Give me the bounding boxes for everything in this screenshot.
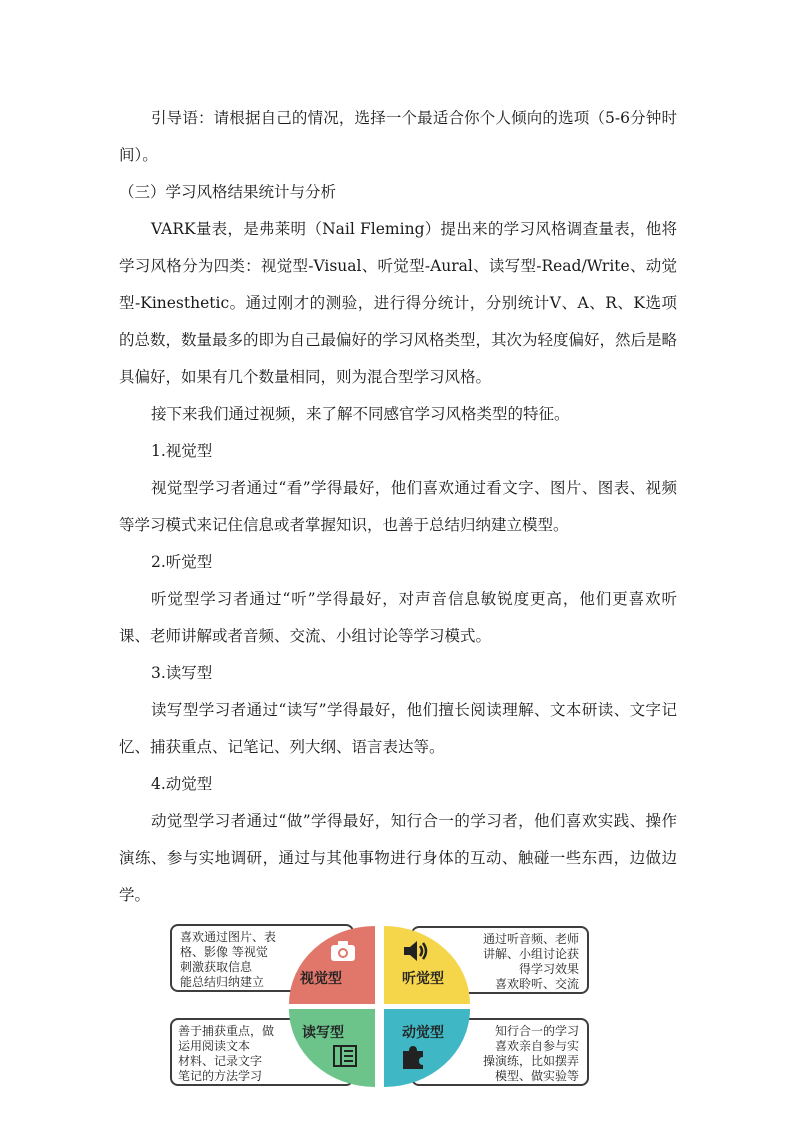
aural-label: 听觉型: [402, 971, 444, 987]
camera-icon: [330, 940, 356, 962]
kinesthetic-line: 知行合一的学习: [494, 1024, 579, 1038]
kinesthetic-line: 操演练，比如摆弄: [483, 1054, 580, 1068]
visual-line: 刺激获取信息: [180, 960, 253, 974]
readwrite-line: 善于捕获重点，做: [178, 1024, 275, 1038]
aural-line: 讲解、小组讨论获: [482, 947, 579, 961]
kinesthetic-paragraph: 动觉型学习者通过“做”学得最好，知行合一的学习者，他们喜欢实践、操作演练、参与实地调研，通过与其他事物进行身体的互动、触碰一些东西，边做边学。: [119, 812, 677, 904]
aural-line: 通过听音频、老师: [482, 932, 579, 946]
readwrite-line: 材料、记录文字: [178, 1054, 263, 1068]
readwrite-line: 运用阅读文本: [178, 1039, 251, 1053]
readwrite-line: 笔记的方法学习: [178, 1069, 263, 1083]
visual-quadrant: [289, 926, 375, 1004]
aural-line: 得学习效果: [518, 962, 579, 976]
aural-line: 喜欢聆听、交流: [494, 977, 579, 991]
kinesthetic-line: 喜欢亲自参与实: [494, 1039, 579, 1053]
readwrite-paragraph: 读写型学习者通过“读写”学得最好，他们擅长阅读理解、文本研读、文字记忆、捕获重点、记笔记、列大纲、语言表达等。: [119, 701, 677, 756]
readwrite-label: 读写型: [302, 1025, 344, 1041]
visual-label: 视觉型: [300, 971, 342, 987]
visual-line: 格、影像 等视觉: [180, 945, 268, 959]
puzzle-icon: [400, 1044, 426, 1070]
section-heading: （三）学习风格结果统计与分析: [119, 183, 337, 201]
visual-heading: 1.视觉型: [151, 442, 213, 460]
readwrite-heading: 3.读写型: [151, 664, 213, 682]
book-icon: [332, 1044, 358, 1068]
vark-paragraph: VARK量表，是弗莱明（Nail Fleming）提出来的学习风格调查量表，他将学习风格分为四类：视觉型-Visual、听觉型-Aural、读写型-Read/Write、动觉型-Kinesthetic。通过刚才的测验，进行得分统计，分别统计V、A、R、K选项的总数，数量最多的即为自己最偏好的学习风格类型，其次为轻度偏好，然后是略具偏好，如果有几个数量相同，则为混合型学习风格。: [119, 220, 678, 386]
aural-paragraph: 听觉型学习者通过“听”学得最好，对声音信息敏锐度更高，他们更喜欢听课、老师讲解或者音频、交流、小组讨论等学习模式。: [119, 590, 677, 645]
visual-line: 喜欢通过图片、表: [180, 930, 277, 944]
kinesthetic-line: 模型、做实验等: [494, 1069, 579, 1083]
intro-paragraph: 引导语：请根据自己的情况，选择一个最适合你个人倾向的选项（5-6分钟时间）。: [119, 109, 677, 164]
visual-paragraph: 视觉型学习者通过“看”学得最好，他们喜欢通过看文字、图片、图表、视频等学习模式来记住信息或者掌握知识，也善于总结归纳建立模型。: [119, 479, 677, 534]
vark-diagram: [170, 924, 592, 1087]
kinesthetic-quadrant: [384, 1009, 470, 1087]
kinesthetic-label: 动觉型: [402, 1025, 444, 1041]
quadrant-circle: [170, 924, 592, 1087]
kinesthetic-heading: 4.动觉型: [151, 775, 213, 793]
visual-line: 能总结归纳建立: [180, 975, 265, 989]
speaker-icon: [402, 940, 430, 962]
document-body: [119, 100, 677, 914]
aural-quadrant: [384, 926, 470, 1004]
next-paragraph: 接下来我们通过视频，来了解不同感官学习风格类型的特征。: [151, 405, 570, 423]
aural-heading: 2.听觉型: [151, 553, 213, 571]
